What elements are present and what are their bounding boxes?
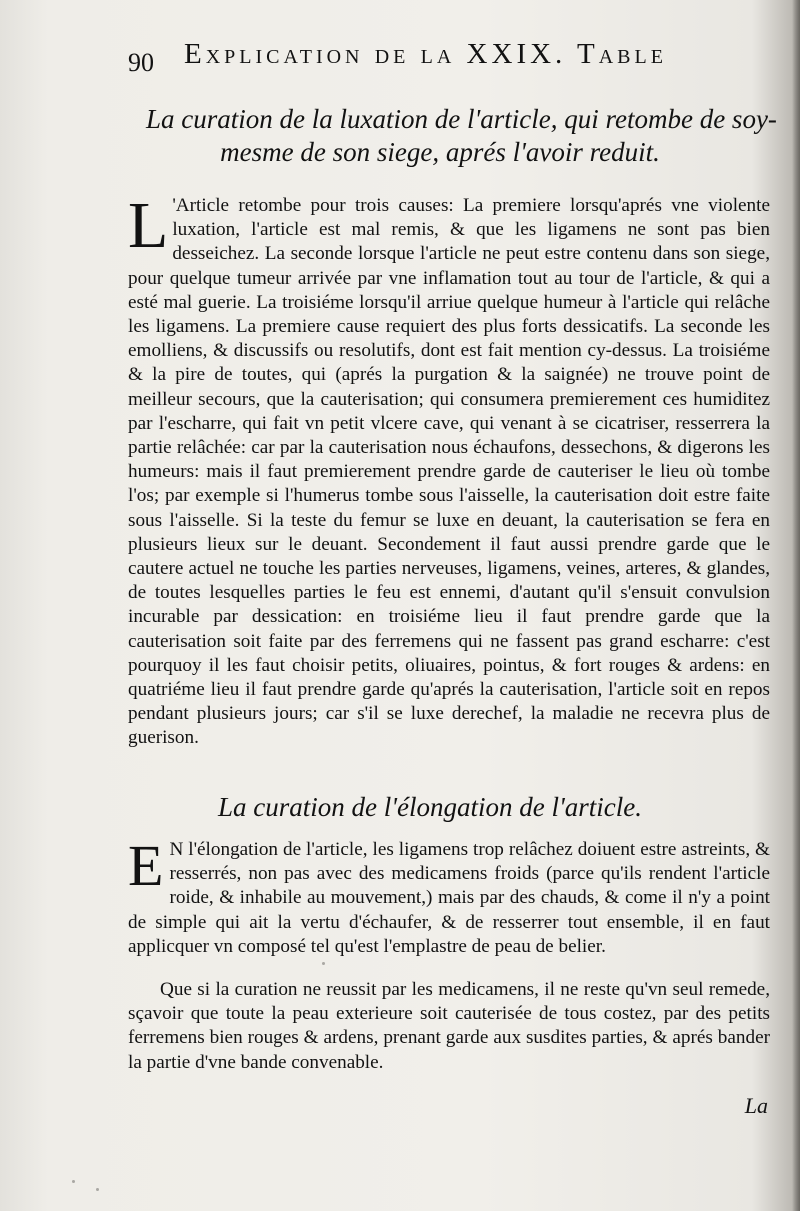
page-edge-shadow	[792, 0, 800, 1211]
catchword: La	[744, 1093, 768, 1118]
running-title: Explication de la XXIX. Table	[184, 38, 667, 70]
section-heading-luxation-line2: mesme de son siege, aprés l'avoir reduit.	[220, 137, 660, 167]
page-number: 90	[128, 48, 154, 77]
paper-speck	[322, 962, 325, 965]
paragraph-luxation-text: 'Article retombe pour trois causes: La premiere lorsqu'aprés vne violente luxation, l'article est mal remis, & que les ligamens ne sont pas bien desseichez. La seconde lorsque l'article ne peut estre contenu dans son siege, pour quelque tumeur arrivée par vne inflamation tout au tour de l'article, & qui a esté mal guerie. La troisiéme lorsqu'il arriue quelque humeur à l'article qui relâche les ligamens. La premiere cause requiert des plus forts dessicatifs. La seconde les emolliens, & discussifs ou resolutifs, dont est fait mention cy-dessus. La troisiéme & la pire de toutes, qui (aprés la purgation & la saignée) ne trouve point de meilleur secours, que la cauterisation; qui consumera premierement ces humiditez par l'escharre, qui fait vn petit vlcere cave, qui venant à se cicatriser, resserrera la partie relâchée: car par la cauterisation nous échaufons, dessechons, & digerons les humeurs: mais il faut premierement prendre garde de cauteriser le lieu où tombe l'os; par exemple si l'humerus tombe sous l'aisselle, la cauterisation doit estre faite sous l'aisselle. Si la teste du femur se luxe en deuant, la cauterisation se fera en plusieurs lieux sur le deuant. Secondement il faut aussi prendre garde que le cautere actuel ne touche les parties nerveuses, ligamens, veines, arteres, & glandes, de toutes lesquelles parties le feu est ennemi, d'autant qu'il s'ensuit convulsion incurable par dessication: en troisiéme lieu il faut prendre garde que la cauterisation soit faite par des ferremens qui ne fassent pas grand escharre: c'est pourquoy il les faut choisir petits, oliuaires, pointus, & fort rouges & ardens: en quatriéme lieu il faut prendre garde qu'aprés la cauterisation, l'article soit en repos pendant plusieurs jours; car s'il se luxe derechef, la maladie ne recevra plus de guerison.	[128, 195, 770, 749]
paragraph-elongation-text: N l'élongation de l'article, les ligamens trop relâchez doiuent estre astreints, & resserrés, non pas avec des medicamens froids (parce qu'ils rendent l'article roide, & inhabile au mouvement,) mais par des chauds, & come il n'y a point de simple qui ait la vertu d'échaufer, & de resserrer tout ensemble, il en faut applicquer vn composé tel qu'est l'emplastre de peau de belier.	[128, 839, 770, 957]
section-heading-elongation: La curation de l'élongation de l'article.	[218, 792, 642, 822]
drop-cap-L: L	[128, 189, 169, 262]
paper-speck	[72, 1180, 75, 1183]
running-head	[128, 38, 748, 78]
paragraph-luxation	[128, 189, 770, 751]
paper-speck	[96, 1188, 99, 1191]
paragraph-cauterisation: Que si la curation ne reussit par les medicamens, il ne reste qu'vn seul remede, sçavoir que toute la peau exterieure soit cauterisée de tous costez, par des petits ferremens bien rouges & ardens, prenant garde aux susdites parties, & aprés bander la partie d'vne bande convenable.	[128, 979, 770, 1073]
paragraph-elongation	[128, 833, 770, 959]
section-heading-luxation-line1: La curation de la luxation de l'article, qui retombe de soy-	[146, 104, 777, 134]
drop-cap-E: E	[128, 833, 164, 898]
